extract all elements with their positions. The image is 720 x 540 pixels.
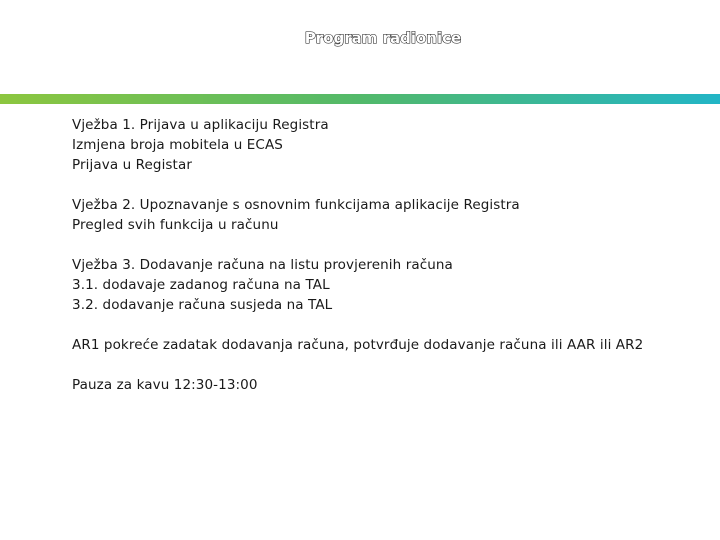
exercise-3-item: 3.2. dodavanje računa susjeda na TAL (72, 297, 333, 313)
exercise-2-item: Pregled svih funkcija u računu (72, 217, 279, 233)
break-block (72, 375, 672, 395)
coffee-break: Pauza za kavu 12:30-13:00 (72, 377, 258, 393)
slide-title-svg (0, 26, 720, 48)
exercise-3-block (72, 255, 672, 315)
accent-gradient-band (0, 94, 720, 104)
slide-title-text: Program radionice (304, 29, 462, 47)
slide-title (0, 26, 720, 48)
note-block (72, 335, 672, 355)
exercise-3-heading: Vježba 3. Dodavanje računa na listu provjerenih računa (72, 257, 453, 273)
ar1-note: AR1 pokreće zadatak dodavanja računa, potvrđuje dodavanje računa ili AAR ili AR2 (72, 337, 644, 353)
exercise-1-block (72, 115, 672, 175)
agenda-content (72, 115, 672, 415)
exercise-2-block (72, 195, 672, 235)
exercise-1-item: Izmjena broja mobitela u ECAS (72, 137, 283, 153)
exercise-1-item: Prijava u Registar (72, 157, 192, 173)
exercise-3-item: 3.1. dodavaje zadanog računa na TAL (72, 277, 330, 293)
exercise-2-heading: Vježba 2. Upoznavanje s osnovnim funkcijama aplikacije Registra (72, 197, 520, 213)
exercise-1-heading: Vježba 1. Prijava u aplikaciju Registra (72, 117, 329, 133)
